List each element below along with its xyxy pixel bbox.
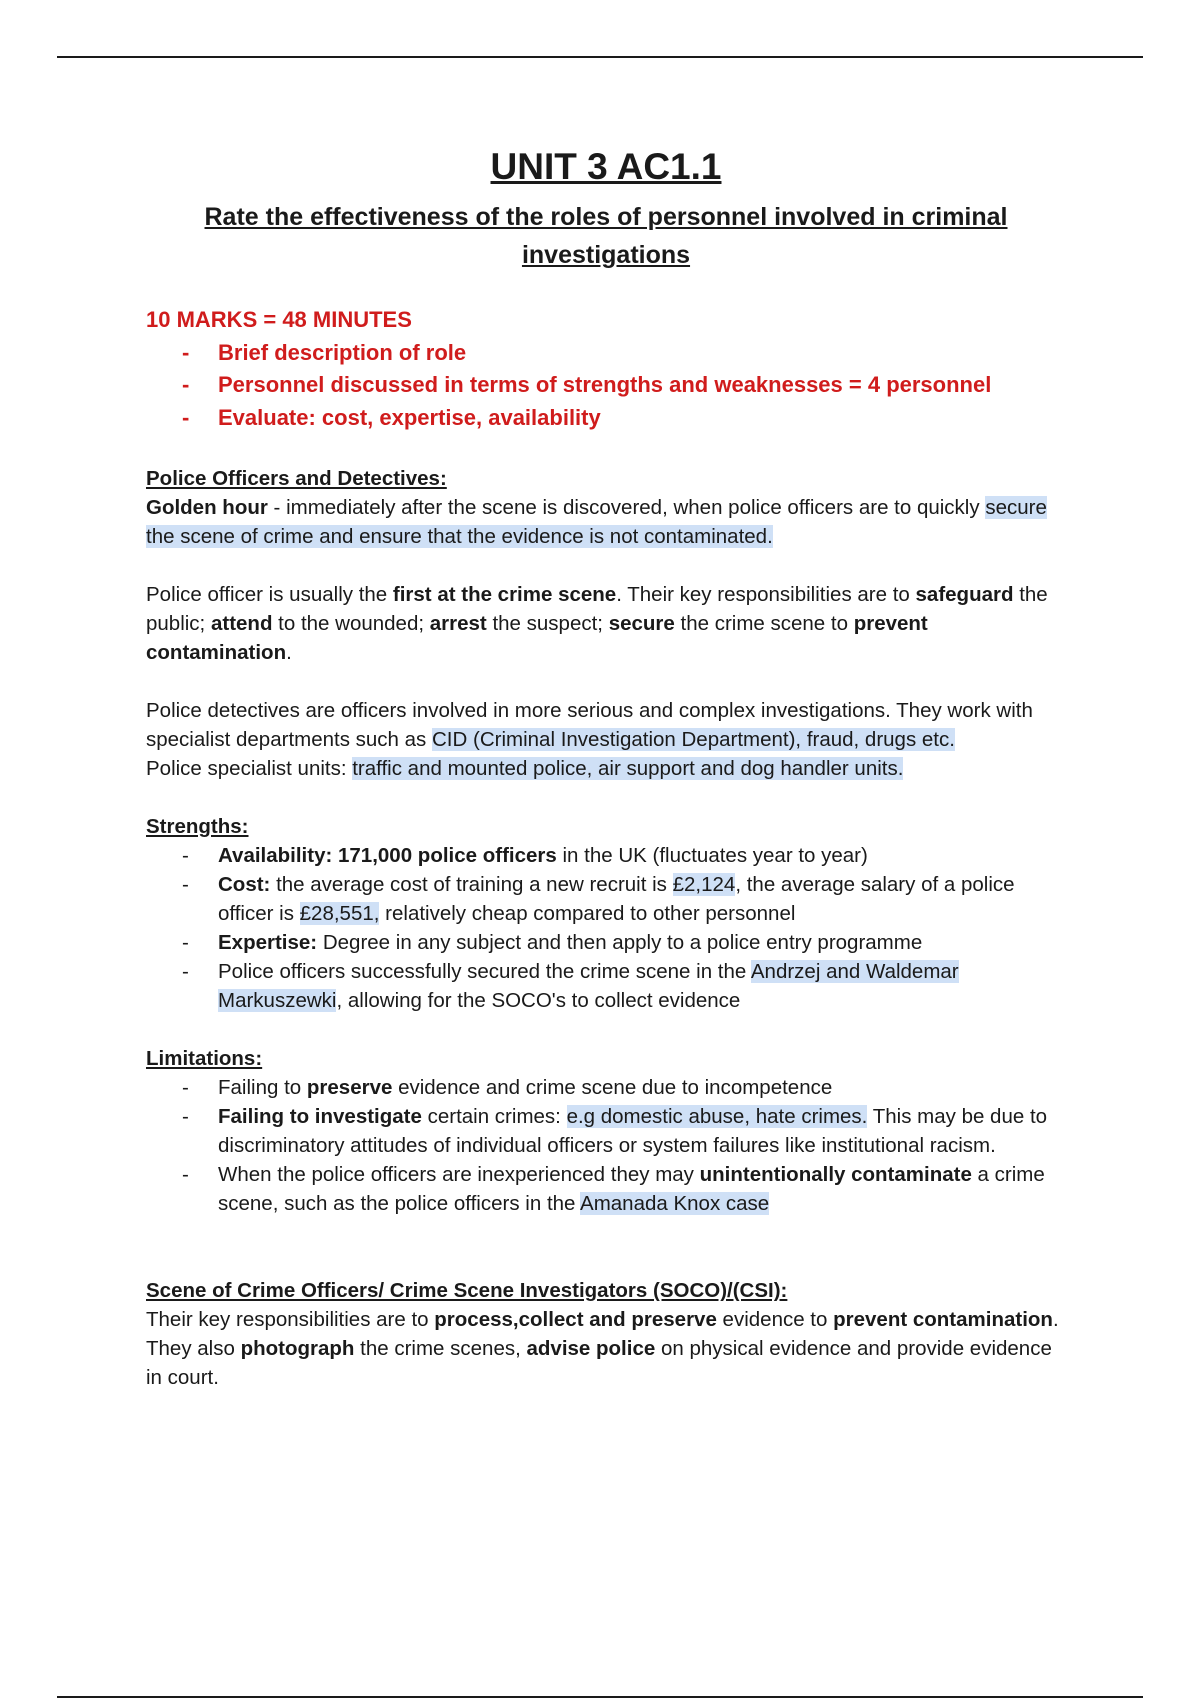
- preserve-text: evidence and crime scene due to incompetence: [392, 1076, 833, 1099]
- soco-text: the crime scenes,: [354, 1337, 527, 1360]
- soco-heading: Scene of Crime Officers/ Crime Scene Investigators (SOCO)/(CSI):: [146, 1279, 788, 1302]
- officer-text: . Their key responsibilities are to: [616, 583, 916, 606]
- contaminate-text: a crime scene, such as the police officers in the: [218, 1163, 1045, 1215]
- expertise-label: Expertise:: [218, 931, 318, 954]
- limitations-list: [146, 1073, 1066, 1218]
- cost-label: Cost:: [218, 873, 271, 896]
- investigate-bold: Failing to investigate: [218, 1105, 422, 1128]
- limitations-heading: Limitations:: [146, 1047, 263, 1070]
- list-item: [146, 1102, 1066, 1160]
- officer-bold: first at the crime scene: [392, 583, 617, 606]
- page-title: UNIT 3 AC1.1: [490, 146, 722, 187]
- soco-paragraph: [146, 1305, 1066, 1392]
- soco-text: evidence to: [716, 1308, 834, 1331]
- officer-text: .: [286, 641, 292, 664]
- strengths-list: [146, 841, 1066, 1015]
- preserve-bold: preserve: [306, 1076, 393, 1099]
- soco-bold: process,collect and preserve: [434, 1308, 717, 1331]
- officer-text: Police officer is usually the: [146, 583, 393, 606]
- list-item: [146, 1073, 1066, 1102]
- units-highlight: traffic and mounted police, air support and dog handler units.: [352, 757, 904, 780]
- expertise-text: Degree in any subject and then apply to a police entry programme: [317, 931, 923, 954]
- list-item: [146, 928, 1066, 957]
- officer-bold: safeguard: [915, 583, 1014, 606]
- list-item: [146, 841, 1066, 870]
- officer-text: the crime scene to: [674, 612, 854, 635]
- availability-text: in the UK (fluctuates year to year): [556, 844, 868, 867]
- detectives-highlight: CID (Criminal Investigation Department), fraud, drugs etc.: [432, 728, 955, 751]
- marks-list: [146, 337, 1066, 435]
- marks-item: - Brief description of role: [146, 337, 1066, 370]
- bottom-rule: [57, 1696, 1143, 1698]
- cost-text: , the average salary of a police officer is: [218, 873, 1015, 925]
- list-item: [146, 1160, 1066, 1218]
- officer-text: to the wounded;: [272, 612, 430, 635]
- officer-bold: arrest: [429, 612, 487, 635]
- investigate-text: certain crimes:: [421, 1105, 567, 1128]
- soco-text: . They also: [146, 1308, 1059, 1360]
- case-text: Police officers successfully secured the crime scene in the: [218, 960, 751, 983]
- investigate-highlight: e.g domestic abuse, hate crimes.: [566, 1105, 868, 1128]
- detectives-paragraph: [146, 696, 1066, 754]
- cost-text: the average cost of training a new recruit is: [270, 873, 673, 896]
- golden-hour-text: - immediately after the scene is discovered, when police officers are to quickly: [267, 496, 986, 519]
- list-item: [146, 870, 1066, 928]
- top-rule: [57, 56, 1143, 58]
- officer-text: the suspect;: [486, 612, 609, 635]
- officer-text: the public;: [146, 583, 1048, 635]
- case-highlight: Andrzej and Waldemar Markuszewki: [218, 960, 959, 1012]
- police-section: [146, 464, 1066, 1392]
- contaminate-highlight: Amanada Knox case: [580, 1192, 770, 1215]
- officer-bold: prevent contamination: [146, 612, 928, 664]
- soco-bold: photograph: [240, 1337, 355, 1360]
- availability-label: Availability: 171,000 police officers: [218, 844, 557, 867]
- contaminate-text: When the police officers are inexperienced they may: [218, 1163, 700, 1186]
- soco-text: Their key responsibilities are to: [146, 1308, 435, 1331]
- marks-item: - Evaluate: cost, expertise, availability: [146, 402, 1066, 435]
- cost-highlight: £2,124: [672, 873, 736, 896]
- marks-block: [146, 304, 1066, 434]
- soco-text: on physical evidence and provide evidence in court.: [146, 1337, 1052, 1389]
- officer-bold: secure: [608, 612, 675, 635]
- list-item: [146, 957, 1066, 1015]
- strengths-heading: Strengths:: [146, 815, 249, 838]
- soco-bold: advise police: [526, 1337, 656, 1360]
- cost-highlight: £28,551,: [299, 902, 380, 925]
- investigate-text: This may be due to discriminatory attitudes of individual officers or system failures like institutional racism.: [218, 1105, 1048, 1157]
- units-text: Police specialist units:: [146, 757, 353, 780]
- soco-bold: prevent contamination: [833, 1308, 1053, 1331]
- contaminate-bold: unintentionally contaminate: [699, 1163, 972, 1186]
- preserve-text: Failing to: [218, 1076, 307, 1099]
- page-subtitle: Rate the effectiveness of the roles of personnel involved in criminal investigations: [204, 203, 1008, 269]
- golden-hour-highlight: secure the scene of crime and ensure that the evidence is not contaminated.: [146, 496, 1047, 548]
- officer-bold: attend: [210, 612, 273, 635]
- golden-hour-term: Golden hour: [146, 496, 268, 519]
- golden-hour-paragraph: [146, 493, 1066, 551]
- marks-heading: 10 MARKS = 48 MINUTES: [146, 307, 412, 332]
- case-text: , allowing for the SOCO's to collect evidence: [336, 989, 741, 1012]
- detectives-text: Police detectives are officers involved in more serious and complex investigations. They work with specialist departments such as: [146, 699, 1033, 751]
- units-paragraph: [146, 754, 1066, 783]
- cost-text: relatively cheap compared to other personnel: [379, 902, 796, 925]
- marks-item: - Personnel discussed in terms of strengths and weaknesses = 4 personnel: [146, 369, 1066, 402]
- police-heading: Police Officers and Detectives:: [146, 467, 447, 490]
- officer-paragraph: [146, 580, 1066, 667]
- document-page: [146, 142, 1066, 1392]
